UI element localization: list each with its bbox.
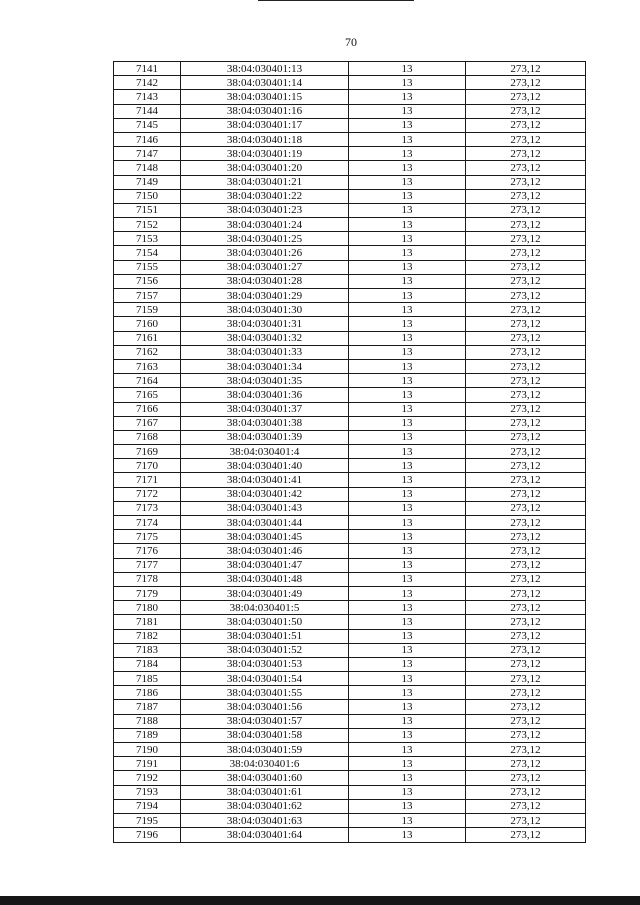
table-row [114,175,586,189]
cadastral-number-cell: 38:04:030401:5 [181,601,349,615]
cadastral-number-cell: 38:04:030401:45 [181,530,349,544]
amount-cell: 273,12 [466,147,586,161]
table-row [114,728,586,742]
cadastral-number-cell: 38:04:030401:36 [181,388,349,402]
cadastral-number-cell: 38:04:030401:25 [181,232,349,246]
row-number-cell: 7151 [114,203,181,217]
amount-cell: 273,12 [466,189,586,203]
quantity-cell: 13 [349,672,466,686]
table-row [114,317,586,331]
table-row [114,345,586,359]
cadastral-number-cell: 38:04:030401:27 [181,260,349,274]
row-number-cell: 7141 [114,62,181,76]
quantity-cell: 13 [349,189,466,203]
cadastral-number-cell: 38:04:030401:48 [181,572,349,586]
amount-cell: 273,12 [466,487,586,501]
row-number-cell: 7145 [114,118,181,132]
quantity-cell: 13 [349,473,466,487]
row-number-cell: 7149 [114,175,181,189]
row-number-cell: 7167 [114,416,181,430]
table-row [114,402,586,416]
quantity-cell: 13 [349,430,466,444]
amount-cell: 273,12 [466,799,586,813]
amount-cell: 273,12 [466,544,586,558]
row-number-cell: 7185 [114,672,181,686]
amount-cell: 273,12 [466,459,586,473]
row-number-cell: 7186 [114,686,181,700]
cadastral-number-cell: 38:04:030401:14 [181,76,349,90]
table-row [114,487,586,501]
table-row [114,161,586,175]
cadastral-number-cell: 38:04:030401:51 [181,629,349,643]
amount-cell: 273,12 [466,501,586,515]
row-number-cell: 7181 [114,615,181,629]
row-number-cell: 7168 [114,430,181,444]
cadastral-number-cell: 38:04:030401:58 [181,728,349,742]
cadastral-number-cell: 38:04:030401:49 [181,586,349,600]
cadastral-number-cell: 38:04:030401:41 [181,473,349,487]
quantity-cell: 13 [349,104,466,118]
cadastral-number-cell: 38:04:030401:64 [181,828,349,843]
table-row [114,586,586,600]
row-number-cell: 7148 [114,161,181,175]
row-number-cell: 7144 [114,104,181,118]
amount-cell: 273,12 [466,743,586,757]
quantity-cell: 13 [349,289,466,303]
table-row [114,388,586,402]
amount-cell: 273,12 [466,76,586,90]
table-row [114,686,586,700]
quantity-cell: 13 [349,799,466,813]
row-number-cell: 7169 [114,445,181,459]
cadastral-number-cell: 38:04:030401:56 [181,700,349,714]
cadastral-number-cell: 38:04:030401:37 [181,402,349,416]
amount-cell: 273,12 [466,331,586,345]
cadastral-number-cell: 38:04:030401:17 [181,118,349,132]
cadastral-number-cell: 38:04:030401:16 [181,104,349,118]
cadastral-number-cell: 38:04:030401:28 [181,274,349,288]
cadastral-number-cell: 38:04:030401:40 [181,459,349,473]
cadastral-number-cell: 38:04:030401:62 [181,799,349,813]
row-number-cell: 7152 [114,218,181,232]
row-number-cell: 7178 [114,572,181,586]
table-row [114,132,586,146]
cadastral-number-cell: 38:04:030401:6 [181,757,349,771]
quantity-cell: 13 [349,445,466,459]
table-row [114,303,586,317]
row-number-cell: 7170 [114,459,181,473]
quantity-cell: 13 [349,586,466,600]
table-row [114,757,586,771]
quantity-cell: 13 [349,629,466,643]
table-row [114,799,586,813]
amount-cell: 273,12 [466,445,586,459]
table-row [114,359,586,373]
quantity-cell: 13 [349,501,466,515]
amount-cell: 273,12 [466,828,586,843]
table-row [114,189,586,203]
cadastral-number-cell: 38:04:030401:42 [181,487,349,501]
quantity-cell: 13 [349,516,466,530]
cadastral-number-cell: 38:04:030401:46 [181,544,349,558]
amount-cell: 273,12 [466,686,586,700]
amount-cell: 273,12 [466,672,586,686]
cadastral-number-cell: 38:04:030401:50 [181,615,349,629]
row-number-cell: 7154 [114,246,181,260]
cadastral-number-cell: 38:04:030401:26 [181,246,349,260]
quantity-cell: 13 [349,743,466,757]
cadastral-number-cell: 38:04:030401:54 [181,672,349,686]
amount-cell: 273,12 [466,104,586,118]
row-number-cell: 7182 [114,629,181,643]
data-table [113,61,586,843]
row-number-cell: 7190 [114,743,181,757]
quantity-cell: 13 [349,544,466,558]
cadastral-number-cell: 38:04:030401:43 [181,501,349,515]
amount-cell: 273,12 [466,132,586,146]
quantity-cell: 13 [349,260,466,274]
table-row [114,459,586,473]
amount-cell: 273,12 [466,260,586,274]
row-number-cell: 7174 [114,516,181,530]
cadastral-number-cell: 38:04:030401:52 [181,643,349,657]
cadastral-number-cell: 38:04:030401:20 [181,161,349,175]
quantity-cell: 13 [349,828,466,843]
quantity-cell: 13 [349,615,466,629]
quantity-cell: 13 [349,132,466,146]
table-row [114,700,586,714]
amount-cell: 273,12 [466,586,586,600]
quantity-cell: 13 [349,303,466,317]
table-row [114,90,586,104]
quantity-cell: 13 [349,686,466,700]
table-row [114,743,586,757]
table-row [114,274,586,288]
amount-cell: 273,12 [466,728,586,742]
cadastral-number-cell: 38:04:030401:57 [181,714,349,728]
table-row [114,104,586,118]
page-number: 70 [345,35,357,49]
quantity-cell: 13 [349,359,466,373]
row-number-cell: 7150 [114,189,181,203]
cadastral-number-cell: 38:04:030401:32 [181,331,349,345]
amount-cell: 273,12 [466,402,586,416]
quantity-cell: 13 [349,118,466,132]
amount-cell: 273,12 [466,785,586,799]
amount-cell: 273,12 [466,175,586,189]
row-number-cell: 7177 [114,558,181,572]
amount-cell: 273,12 [466,714,586,728]
amount-cell: 273,12 [466,615,586,629]
row-number-cell: 7166 [114,402,181,416]
table-row [114,147,586,161]
table-row [114,714,586,728]
row-number-cell: 7192 [114,771,181,785]
row-number-cell: 7189 [114,728,181,742]
amount-cell: 273,12 [466,416,586,430]
row-number-cell: 7161 [114,331,181,345]
amount-cell: 273,12 [466,359,586,373]
quantity-cell: 13 [349,274,466,288]
amount-cell: 273,12 [466,530,586,544]
quantity-cell: 13 [349,317,466,331]
quantity-cell: 13 [349,771,466,785]
cadastral-number-cell: 38:04:030401:21 [181,175,349,189]
amount-cell: 273,12 [466,289,586,303]
amount-cell: 273,12 [466,629,586,643]
row-number-cell: 7193 [114,785,181,799]
quantity-cell: 13 [349,388,466,402]
cadastral-number-cell: 38:04:030401:22 [181,189,349,203]
table-row [114,416,586,430]
cadastral-number-cell: 38:04:030401:18 [181,132,349,146]
table-row [114,516,586,530]
row-number-cell: 7163 [114,359,181,373]
amount-cell: 273,12 [466,246,586,260]
quantity-cell: 13 [349,530,466,544]
table-row [114,62,586,76]
quantity-cell: 13 [349,161,466,175]
row-number-cell: 7175 [114,530,181,544]
table-row [114,430,586,444]
table-row [114,672,586,686]
table-body [114,62,586,843]
quantity-cell: 13 [349,402,466,416]
table-row [114,813,586,827]
row-number-cell: 7173 [114,501,181,515]
cadastral-number-cell: 38:04:030401:34 [181,359,349,373]
quantity-cell: 13 [349,487,466,501]
table-row [114,374,586,388]
row-number-cell: 7142 [114,76,181,90]
row-number-cell: 7187 [114,700,181,714]
table-row [114,615,586,629]
cadastral-number-cell: 38:04:030401:23 [181,203,349,217]
quantity-cell: 13 [349,657,466,671]
row-number-cell: 7147 [114,147,181,161]
row-number-cell: 7183 [114,643,181,657]
amount-cell: 273,12 [466,274,586,288]
quantity-cell: 13 [349,218,466,232]
table-row [114,501,586,515]
row-number-cell: 7172 [114,487,181,501]
row-number-cell: 7156 [114,274,181,288]
table-row [114,260,586,274]
table-row [114,643,586,657]
table-row [114,289,586,303]
top-rule [258,0,414,1]
amount-cell: 273,12 [466,558,586,572]
table-row [114,530,586,544]
cadastral-number-cell: 38:04:030401:63 [181,813,349,827]
cadastral-number-cell: 38:04:030401:33 [181,345,349,359]
cadastral-number-cell: 38:04:030401:29 [181,289,349,303]
table-row [114,785,586,799]
cadastral-number-cell: 38:04:030401:30 [181,303,349,317]
table-row [114,76,586,90]
row-number-cell: 7171 [114,473,181,487]
cadastral-number-cell: 38:04:030401:44 [181,516,349,530]
row-number-cell: 7162 [114,345,181,359]
table-row [114,331,586,345]
table-row [114,629,586,643]
amount-cell: 273,12 [466,657,586,671]
quantity-cell: 13 [349,232,466,246]
cadastral-number-cell: 38:04:030401:55 [181,686,349,700]
quantity-cell: 13 [349,374,466,388]
row-number-cell: 7165 [114,388,181,402]
table-row [114,828,586,843]
row-number-cell: 7153 [114,232,181,246]
amount-cell: 273,12 [466,757,586,771]
scan-bottom-edge [0,896,640,905]
row-number-cell: 7164 [114,374,181,388]
amount-cell: 273,12 [466,90,586,104]
cadastral-number-cell: 38:04:030401:38 [181,416,349,430]
table-row [114,572,586,586]
quantity-cell: 13 [349,572,466,586]
cadastral-number-cell: 38:04:030401:19 [181,147,349,161]
table-row [114,232,586,246]
amount-cell: 273,12 [466,345,586,359]
table-row [114,657,586,671]
quantity-cell: 13 [349,331,466,345]
quantity-cell: 13 [349,345,466,359]
amount-cell: 273,12 [466,700,586,714]
cadastral-number-cell: 38:04:030401:39 [181,430,349,444]
amount-cell: 273,12 [466,374,586,388]
row-number-cell: 7179 [114,586,181,600]
amount-cell: 273,12 [466,62,586,76]
table-row [114,203,586,217]
amount-cell: 273,12 [466,161,586,175]
quantity-cell: 13 [349,203,466,217]
row-number-cell: 7196 [114,828,181,843]
cadastral-number-cell: 38:04:030401:15 [181,90,349,104]
row-number-cell: 7194 [114,799,181,813]
amount-cell: 273,12 [466,771,586,785]
row-number-cell: 7143 [114,90,181,104]
quantity-cell: 13 [349,700,466,714]
table-row [114,246,586,260]
quantity-cell: 13 [349,62,466,76]
quantity-cell: 13 [349,757,466,771]
amount-cell: 273,12 [466,388,586,402]
quantity-cell: 13 [349,601,466,615]
quantity-cell: 13 [349,785,466,799]
quantity-cell: 13 [349,728,466,742]
row-number-cell: 7176 [114,544,181,558]
amount-cell: 273,12 [466,317,586,331]
cadastral-number-cell: 38:04:030401:53 [181,657,349,671]
quantity-cell: 13 [349,175,466,189]
table-row [114,601,586,615]
quantity-cell: 13 [349,643,466,657]
amount-cell: 273,12 [466,516,586,530]
row-number-cell: 7159 [114,303,181,317]
amount-cell: 273,12 [466,601,586,615]
quantity-cell: 13 [349,416,466,430]
row-number-cell: 7157 [114,289,181,303]
amount-cell: 273,12 [466,643,586,657]
cadastral-number-cell: 38:04:030401:47 [181,558,349,572]
cadastral-number-cell: 38:04:030401:60 [181,771,349,785]
table-row [114,771,586,785]
quantity-cell: 13 [349,459,466,473]
amount-cell: 273,12 [466,232,586,246]
table-row [114,473,586,487]
quantity-cell: 13 [349,714,466,728]
amount-cell: 273,12 [466,430,586,444]
table-row [114,558,586,572]
amount-cell: 273,12 [466,813,586,827]
amount-cell: 273,12 [466,473,586,487]
amount-cell: 273,12 [466,218,586,232]
table-row [114,218,586,232]
table-row [114,544,586,558]
table-row [114,118,586,132]
row-number-cell: 7184 [114,657,181,671]
cadastral-number-cell: 38:04:030401:59 [181,743,349,757]
quantity-cell: 13 [349,90,466,104]
row-number-cell: 7195 [114,813,181,827]
amount-cell: 273,12 [466,203,586,217]
amount-cell: 273,12 [466,118,586,132]
amount-cell: 273,12 [466,572,586,586]
cadastral-number-cell: 38:04:030401:31 [181,317,349,331]
quantity-cell: 13 [349,246,466,260]
row-number-cell: 7160 [114,317,181,331]
quantity-cell: 13 [349,813,466,827]
cadastral-number-cell: 38:04:030401:35 [181,374,349,388]
quantity-cell: 13 [349,76,466,90]
amount-cell: 273,12 [466,303,586,317]
quantity-cell: 13 [349,558,466,572]
cadastral-number-cell: 38:04:030401:4 [181,445,349,459]
cadastral-number-cell: 38:04:030401:24 [181,218,349,232]
cadastral-number-cell: 38:04:030401:13 [181,62,349,76]
table-row [114,445,586,459]
row-number-cell: 7188 [114,714,181,728]
row-number-cell: 7146 [114,132,181,146]
row-number-cell: 7155 [114,260,181,274]
row-number-cell: 7180 [114,601,181,615]
quantity-cell: 13 [349,147,466,161]
row-number-cell: 7191 [114,757,181,771]
cadastral-number-cell: 38:04:030401:61 [181,785,349,799]
